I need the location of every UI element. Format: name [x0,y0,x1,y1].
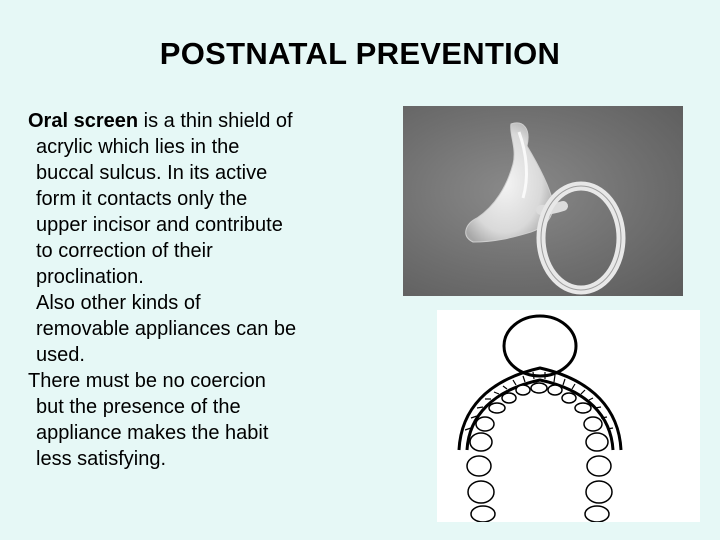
para3-line4: less satisfying. [36,448,167,470]
slide-title: POSTNATAL PREVENTION [159,36,561,71]
para1-line4: form it contacts only the [36,188,248,210]
para1-line3: buccal sulcus. In its active [36,162,268,184]
para2-line1: Also other kinds of [36,292,201,314]
oral-screen-photo [403,106,683,296]
para1-line7: proclination. [36,266,144,288]
para2-line3: used. [36,344,85,366]
oral-screen-photo-graphic [403,106,683,296]
para1-line5: upper incisor and contribute [36,214,283,236]
para3-line2: but the presence of the [36,396,241,418]
para1-line2: acrylic which lies in the [36,136,240,158]
para3-line3: appliance makes the habit [36,422,269,444]
para2-line2: removable appliances can be [36,318,297,340]
para1-line1-rest: is a thin shield of [138,110,293,132]
dental-arch-diagram [437,310,700,522]
para3-line1: There must be no coercion [28,370,266,392]
body-text [28,108,373,472]
oral-screen-term: Oral screen [28,110,139,132]
para1-line1 [28,108,373,134]
para1-line6: to correction of their [36,240,213,262]
dental-arch-diagram-graphic [437,310,700,522]
